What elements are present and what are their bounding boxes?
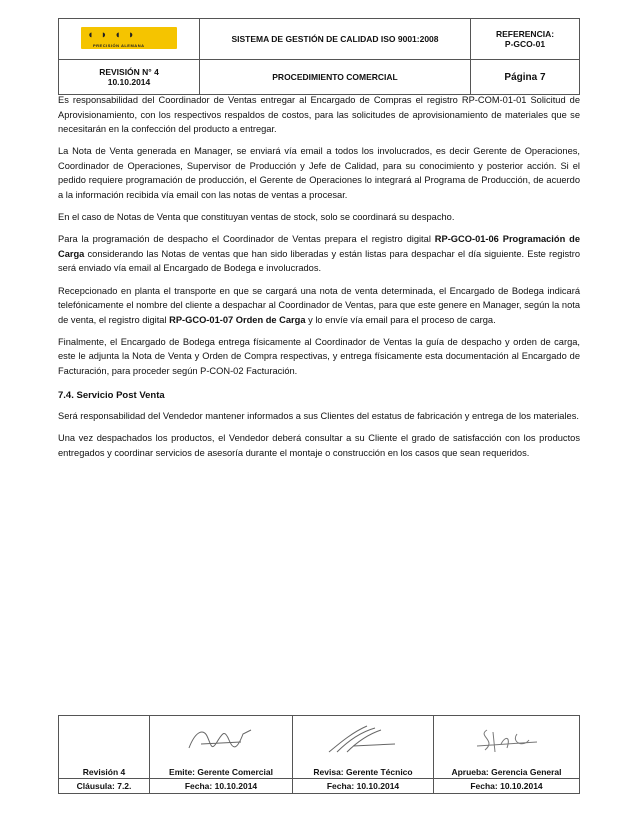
footer-emite: Emite: Gerente Comercial [169, 767, 273, 777]
paragraph: La Nota de Venta generada en Manager, se enviará vía email a todos los involucrados, es decir Gerente de Operaciones, Coordinador de Operaciones, Supervisor de Producción y Jefe de Calidad, para su conocimiento y posterior acción. Si el pedido requiere programación de producción, el Gerente de Operaciones lo integrará al Programa de Producción, de acuerdo a la información recibida vía email con las notas de ventas a procesar. [58, 146, 580, 201]
page-number: Página 7 [471, 60, 580, 95]
procedure-title: PROCEDIMIENTO COMERCIAL [200, 60, 471, 95]
document-header [58, 18, 580, 95]
document-body [58, 93, 580, 468]
footer-aprueba: Aprueba: Gerencia General [451, 767, 562, 777]
revision-signature-cell [59, 716, 150, 779]
footer-fecha-emite: Fecha: 10.10.2014 [150, 779, 293, 794]
record-reference: RP-GCO-01-07 Orden de Carga [169, 314, 306, 325]
footer-fecha-aprueba: Fecha: 10.10.2014 [434, 779, 580, 794]
paragraph: Será responsabilidad del Vendedor mantener informados a sus Clientes del estatus de fabricación y entrega de los materiales. [58, 411, 579, 422]
reference-code: P-GCO-01 [504, 39, 546, 49]
paragraph: Una vez despachados los productos, el Vendedor deberá consultar a su Cliente el grado de satisfacción con los productos entregados y coordinar servicios de asesoría durante el montaje o construcción en los casos que sean requeridos. [58, 433, 580, 458]
company-logo: ◖◗◖◗ PRECISIÓN ALEMANA [81, 27, 177, 49]
document-footer [58, 715, 580, 794]
paragraph: Es responsabilidad del Coordinador de Ventas entregar al Encargado de Compras el registro RP-COM-01-01 Solicitud de Aprovisionamiento, con los respectivos respaldos de costos, para las solicitudes de aprovisionamiento de materiales que se necesitarán en la confección del producto a entregar. [58, 95, 580, 135]
record-reference: RP-GCO-01-06 Programación de Carga [58, 234, 580, 259]
footer-fecha-revisa: Fecha: 10.10.2014 [293, 779, 434, 794]
revision-number: REVISIÓN N° 4 [99, 67, 159, 77]
paragraph: En el caso de Notas de Venta que constituyan ventas de stock, solo se coordinará su despacho. [58, 212, 455, 223]
footer-revision: Revisión 4 [82, 767, 126, 777]
aprueba-signature-cell [434, 716, 580, 779]
paragraph: Finalmente, el Encargado de Bodega entrega físicamente al Coordinador de Ventas la guía de despacho y orden de carga, este le adjunta la Nota de Venta y Orden de Compra respectivas, y entrega físicamente esta documentación al Encargado de Facturación, para proceder según P-CON-02 Facturación. [58, 336, 580, 376]
logo-text: PRECISIÓN ALEMANA [93, 43, 145, 48]
paragraph: Para la programación de despacho el Coordinador de Ventas prepara el registro digital RP-GCO-01-06 Programación de Carga considerando las Notas de ventas que han sido liberadas y están listas para despachar el día siguiente. Este registro será enviado vía email al Encargado de Bodega e involucrados. [58, 234, 580, 274]
footer-revisa: Revisa: Gerente Técnico [313, 767, 413, 777]
reference-label: REFERENCIA: [495, 29, 555, 39]
revisa-signature-cell [293, 716, 434, 779]
paragraph: Recepcionado en planta el transporte en que se cargará una nota de venta determinada, el Encargado de Bodega indicará telefónicamente el nombre del cliente a despachar al Coordinador de Ventas, para que este genere en Manager, según la nota de venta, el registro digital RP-GCO-01-07 Orden de Carga y lo envíe vía email para el proceso de carga. [58, 285, 580, 325]
footer-clausula: Cláusula: 7.2. [59, 779, 150, 794]
revision-date: 10.10.2014 [107, 77, 151, 87]
signature-aprueba [467, 722, 547, 758]
section-heading: 7.4. Servicio Post Venta [58, 389, 165, 401]
revision-cell [59, 60, 200, 95]
signature-emite [181, 722, 261, 758]
signature-revisa [323, 722, 403, 758]
logo-cell [59, 19, 200, 60]
reference-cell [471, 19, 580, 60]
system-title: SISTEMA DE GESTIÓN DE CALIDAD ISO 9001:2008 [200, 19, 471, 60]
emite-signature-cell [150, 716, 293, 779]
